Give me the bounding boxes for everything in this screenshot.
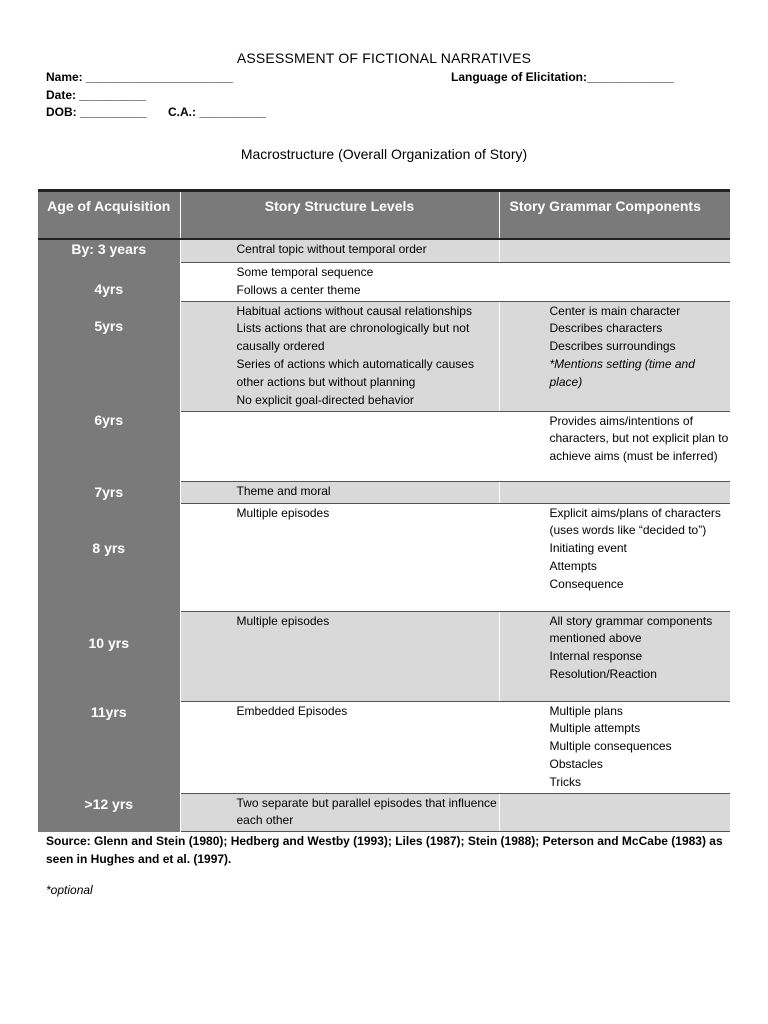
age-cell	[38, 701, 180, 793]
structure-cell	[180, 701, 499, 793]
structure-cell	[180, 611, 499, 701]
source-citation: Source: Glenn and Stein (1980); Hedberg and Westby (1993); Liles (1987); Stein (1988); Peterson and McCabe (1983) as seen in Hughes and et al. (1997).	[46, 834, 723, 866]
table-row	[38, 263, 730, 302]
section-subtitle: Macrostructure (Overall Organization of Story)	[240, 146, 528, 162]
structure-cell	[180, 239, 499, 263]
age-label: 4yrs	[94, 280, 124, 297]
grammar-cell	[499, 239, 730, 263]
grammar-cell	[499, 611, 730, 701]
grammar-cell	[499, 411, 730, 481]
header-grammar: Story Grammar Components	[499, 191, 730, 239]
grammar-line: Explicit aims/plans of characters (uses words like “decided to”)	[549, 505, 721, 538]
grammar-cell	[499, 503, 730, 611]
grammar-cell	[499, 793, 730, 832]
age-cell	[38, 793, 180, 832]
header-age: Age of Acquisition	[38, 191, 180, 239]
grammar-line: Center is main character	[549, 303, 681, 318]
age-cell	[38, 239, 180, 263]
structure-line: Embedded Episodes	[236, 703, 348, 718]
grammar-line: Initiating event	[549, 541, 627, 556]
header-structure: Story Structure Levels	[180, 191, 499, 239]
age-label: 10 yrs	[88, 635, 129, 652]
grammar-line: Multiple plans	[549, 703, 623, 718]
age-cell	[38, 301, 180, 411]
age-cell	[38, 481, 180, 503]
age-cell	[38, 503, 180, 611]
structure-line: Multiple episodes	[236, 505, 330, 520]
structure-cell	[180, 503, 499, 611]
structure-line: Two separate but parallel episodes that influence each other	[236, 795, 497, 828]
structure-line: Follows a center theme	[236, 282, 361, 297]
grammar-line: Attempts	[549, 558, 597, 573]
grammar-cell	[499, 263, 730, 302]
structure-line: No explicit goal-directed behavior	[236, 392, 414, 407]
age-label: By: 3 years	[71, 240, 147, 257]
age-label: 8 yrs	[92, 540, 126, 557]
grammar-line: Provides aims/intentions of characters, but not explicit plan to achieve aims (must be inferred)	[549, 413, 729, 464]
language-field-label: Language of Elicitation:_____________	[451, 70, 674, 84]
structure-cell	[180, 411, 499, 481]
age-cell	[38, 411, 180, 481]
structure-cell	[180, 481, 499, 503]
age-label: 11yrs	[90, 704, 127, 721]
age-cell	[38, 263, 180, 302]
table-row	[38, 503, 730, 611]
table-row	[38, 239, 730, 263]
age-label: 6yrs	[94, 412, 124, 429]
table-row	[38, 411, 730, 481]
table-row	[38, 793, 730, 832]
structure-line: Lists actions that are chronologically but not causally ordered	[236, 321, 470, 354]
grammar-line: Multiple consequences	[549, 739, 672, 754]
date-field-label: Date: __________	[46, 88, 147, 102]
age-label: 5yrs	[94, 318, 124, 335]
table-header-row	[38, 191, 730, 239]
age-label: 7yrs	[94, 484, 124, 501]
ca-field-label: C.A.: __________	[168, 105, 267, 119]
grammar-line-optional: *Mentions setting (time and place)	[549, 356, 695, 389]
document-title: ASSESSMENT OF FICTIONAL NARRATIVES	[236, 50, 532, 66]
structure-line: Theme and moral	[236, 483, 331, 498]
grammar-line: Internal response	[549, 649, 643, 664]
dob-field-label: DOB: __________	[46, 105, 147, 119]
grammar-line: Describes surroundings	[549, 339, 676, 354]
grammar-line: Obstacles	[549, 756, 603, 771]
table-row	[38, 301, 730, 411]
table-row	[38, 481, 730, 503]
structure-line: Habitual actions without causal relationships	[236, 303, 472, 318]
structure-line: Some temporal sequence	[236, 265, 374, 279]
grammar-cell	[499, 701, 730, 793]
grammar-cell	[499, 301, 730, 411]
grammar-line: Resolution/Reaction	[549, 666, 657, 681]
structure-cell	[180, 301, 499, 411]
structure-line: Multiple episodes	[236, 613, 330, 628]
structure-line: Central topic without temporal order	[236, 241, 427, 256]
grammar-line: Describes characters	[549, 321, 663, 336]
macrostructure-table	[38, 189, 730, 832]
optional-footnote: *optional	[46, 883, 93, 897]
age-cell	[38, 611, 180, 701]
age-label: >12 yrs	[84, 796, 134, 813]
structure-cell	[180, 263, 499, 302]
grammar-line: Consequence	[549, 576, 624, 591]
grammar-line: All story grammar components mentioned above	[549, 613, 713, 646]
structure-line: Series of actions which automatically causes other actions but without planning	[236, 356, 474, 389]
name-field-label: Name: ______________________	[46, 70, 233, 84]
grammar-cell	[499, 481, 730, 503]
structure-cell	[180, 793, 499, 832]
grammar-line: Multiple attempts	[549, 721, 641, 736]
table-row	[38, 611, 730, 701]
grammar-line: Tricks	[549, 774, 582, 789]
table-row	[38, 701, 730, 793]
